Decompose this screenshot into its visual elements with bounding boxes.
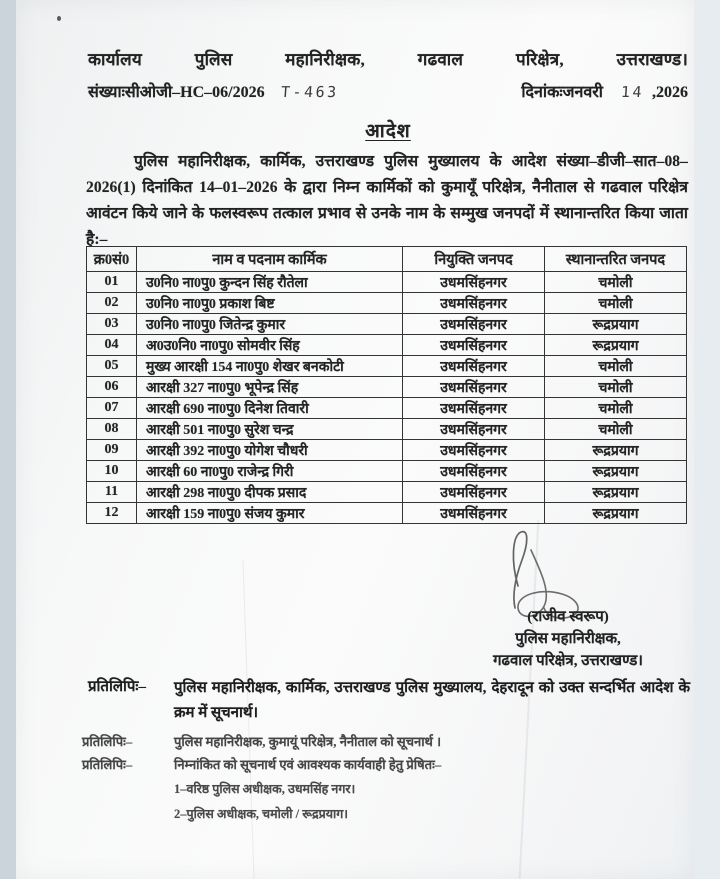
cell-serial: 08 <box>87 419 137 440</box>
copy-1-label: प्रतिलिपिः– <box>88 679 146 695</box>
cell-serial: 01 <box>87 272 137 293</box>
cell-to: चमोली <box>545 398 687 419</box>
cell-serial: 04 <box>87 335 137 356</box>
cell-from: उधमसिंहनगर <box>403 314 545 335</box>
cell-serial: 11 <box>87 482 137 503</box>
table-row <box>87 335 687 356</box>
copy-2-label: प्रतिलिपिः– <box>82 734 133 749</box>
copy-3-text: निम्नांकित को सूचनार्थ एवं आवश्यक कार्यवाही हेतु प्रेषितः– <box>174 757 442 772</box>
signatory-name: (राजीव स्वरूप) <box>527 609 609 625</box>
table-row <box>87 482 687 503</box>
cell-from: उधमसिंहनगर <box>403 482 545 503</box>
reference-number: संख्याःसीओजी–HC–06/2026 <box>88 84 265 101</box>
cell-serial: 10 <box>87 461 137 482</box>
cell-serial: 05 <box>87 356 137 377</box>
cell-serial: 06 <box>87 377 137 398</box>
cell-to: चमोली <box>545 272 687 293</box>
cell-serial: 02 <box>87 293 137 314</box>
header-from-district: नियुक्ति जनपद <box>403 247 545 272</box>
cell-serial: 03 <box>87 314 137 335</box>
cell-to: चमोली <box>545 356 687 377</box>
table-row <box>87 377 687 398</box>
cell-name: आरक्षी 690 ना0पु0 दिनेश तिवारी <box>137 398 403 419</box>
copy-2-text: पुलिस महानिरीक्षक, कुमायूं परिक्षेत्र, नैनीताल को सूचनार्थ । <box>174 734 442 749</box>
cell-from: उधमसिंहनगर <box>403 335 545 356</box>
cell-to: चमोली <box>545 377 687 398</box>
table-header-row <box>87 247 687 272</box>
cell-from: उधमसिंहनगर <box>403 461 545 482</box>
scan-background-right <box>694 0 720 879</box>
handwritten-date-day: 14 <box>620 83 645 101</box>
cell-to: रूद्रप्रयाग <box>545 335 687 356</box>
copy-3-recipient-1: 1–वरिष्ठ पुलिस अधीक्षक, उधमसिंह नगर। <box>174 782 356 796</box>
cell-serial: 09 <box>87 440 137 461</box>
transfer-table-header <box>87 247 687 272</box>
cell-name: आरक्षी 392 ना0पु0 योगेश चौधरी <box>137 440 403 461</box>
table-row <box>87 314 687 335</box>
cell-to: रूद्रप्रयाग <box>545 440 687 461</box>
cell-from: उधमसिंहनगर <box>403 293 545 314</box>
table-row <box>87 398 687 419</box>
signatory-region: गढवाल परिक्षेत्र, उत्तराखण्ड। <box>493 653 643 669</box>
table-row <box>87 503 687 524</box>
cell-from: उधमसिंहनगर <box>403 272 545 293</box>
cell-to: चमोली <box>545 419 687 440</box>
reference-date-row <box>88 80 688 102</box>
scan-background-left <box>0 0 16 879</box>
cell-name: आरक्षी 327 ना0पु0 भूपेन्द्र सिंह <box>137 377 403 398</box>
document-paper <box>16 0 694 879</box>
handwritten-dispatch-number: T-463 <box>279 83 339 101</box>
cell-name: उ0नि0 ना0पु0 जितेन्द्र कुमार <box>137 314 403 335</box>
cell-serial: 07 <box>87 398 137 419</box>
transfer-table-body <box>87 272 687 524</box>
cell-name: उ0नि0 ना0पु0 कुन्दन सिंह रौतेला <box>137 272 403 293</box>
copy-3-recipient-2: 2–पुलिस अधीक्षक, चमोली / रूद्रप्रयाग। <box>174 807 348 821</box>
cell-from: उधमसिंहनगर <box>403 377 545 398</box>
cell-to: रूद्रप्रयाग <box>545 503 687 524</box>
cell-name: मुख्य आरक्षी 154 ना0पु0 शेखर बनकोटी <box>137 356 403 377</box>
table-row <box>87 293 687 314</box>
cell-name: आरक्षी 60 ना0पु0 राजेन्द्र गिरी <box>137 461 403 482</box>
cell-to: चमोली <box>545 293 687 314</box>
transfer-table <box>86 246 687 524</box>
header-serial: क्र0सं0 <box>87 247 137 272</box>
table-row <box>87 419 687 440</box>
cell-from: उधमसिंहनगर <box>403 398 545 419</box>
cell-to: रूद्रप्रयाग <box>545 482 687 503</box>
cell-from: उधमसिंहनगर <box>403 419 545 440</box>
cell-from: उधमसिंहनगर <box>403 440 545 461</box>
cell-name: आरक्षी 501 ना0पु0 सुरेश चन्द्र <box>137 419 403 440</box>
header-name: नाम व पदनाम कार्मिक <box>137 247 403 272</box>
cell-from: उधमसिंहनगर <box>403 503 545 524</box>
order-body-paragraph: पुलिस महानिरीक्षक, कार्मिक, उत्तराखण्ड पुलिस मुख्यालय के आदेश संख्या–डीजी–सात–08–2026(1) दिनांकित 14–01–2026 के द्वारा निम्न कार्मिकों को कुमायूँ परिक्षेत्र, नैनीताल से गढवाल परिक्षेत्र आवंटन किये जाने के फलस्वरूप तत्काल प्रभाव से उनके नाम के सम्मुख जनपदों में स्थानान्तरित किया जाता है:– <box>86 153 688 248</box>
copy-3-label: प्रतिलिपिः– <box>82 757 133 772</box>
cell-to: रूद्रप्रयाग <box>545 314 687 335</box>
cell-from: उधमसिंहनगर <box>403 356 545 377</box>
cell-name: आरक्षी 159 ना0पु0 संजय कुमार <box>137 503 403 524</box>
scan-speck <box>57 16 61 21</box>
header-to-district: स्थानान्तरित जनपद <box>545 247 687 272</box>
cell-serial: 12 <box>87 503 137 524</box>
table-row <box>87 356 687 377</box>
office-header-line: कार्यालय पुलिस महानिरीक्षक, गढवाल परिक्षेत्र, उत्तराखण्ड। <box>88 50 688 69</box>
copy-1-text: पुलिस महानिरीक्षक, कार्मिक, उत्तराखण्ड पुलिस मुख्यालय, देहरादून को उक्त सन्दर्भित आदेश के क्रम में सूचनार्थ। <box>174 680 691 721</box>
table-row <box>87 440 687 461</box>
cell-name: उ0नि0 ना0पु0 प्रकाश बिष्ट <box>137 293 403 314</box>
table-row <box>87 272 687 293</box>
cell-name: अ0उ0नि0 ना0पु0 सोमवीर सिंह <box>137 335 403 356</box>
table-row <box>87 461 687 482</box>
date-year: ,2026 <box>652 84 688 101</box>
signatory-block <box>436 606 700 672</box>
signatory-designation: पुलिस महानिरीक्षक, <box>515 631 621 647</box>
order-heading: आदेश <box>365 121 411 142</box>
date-label: दिनांकःजनवरी <box>521 84 603 101</box>
cell-to: रूद्रप्रयाग <box>545 461 687 482</box>
cell-name: आरक्षी 298 ना0पु0 दीपक प्रसाद <box>137 482 403 503</box>
